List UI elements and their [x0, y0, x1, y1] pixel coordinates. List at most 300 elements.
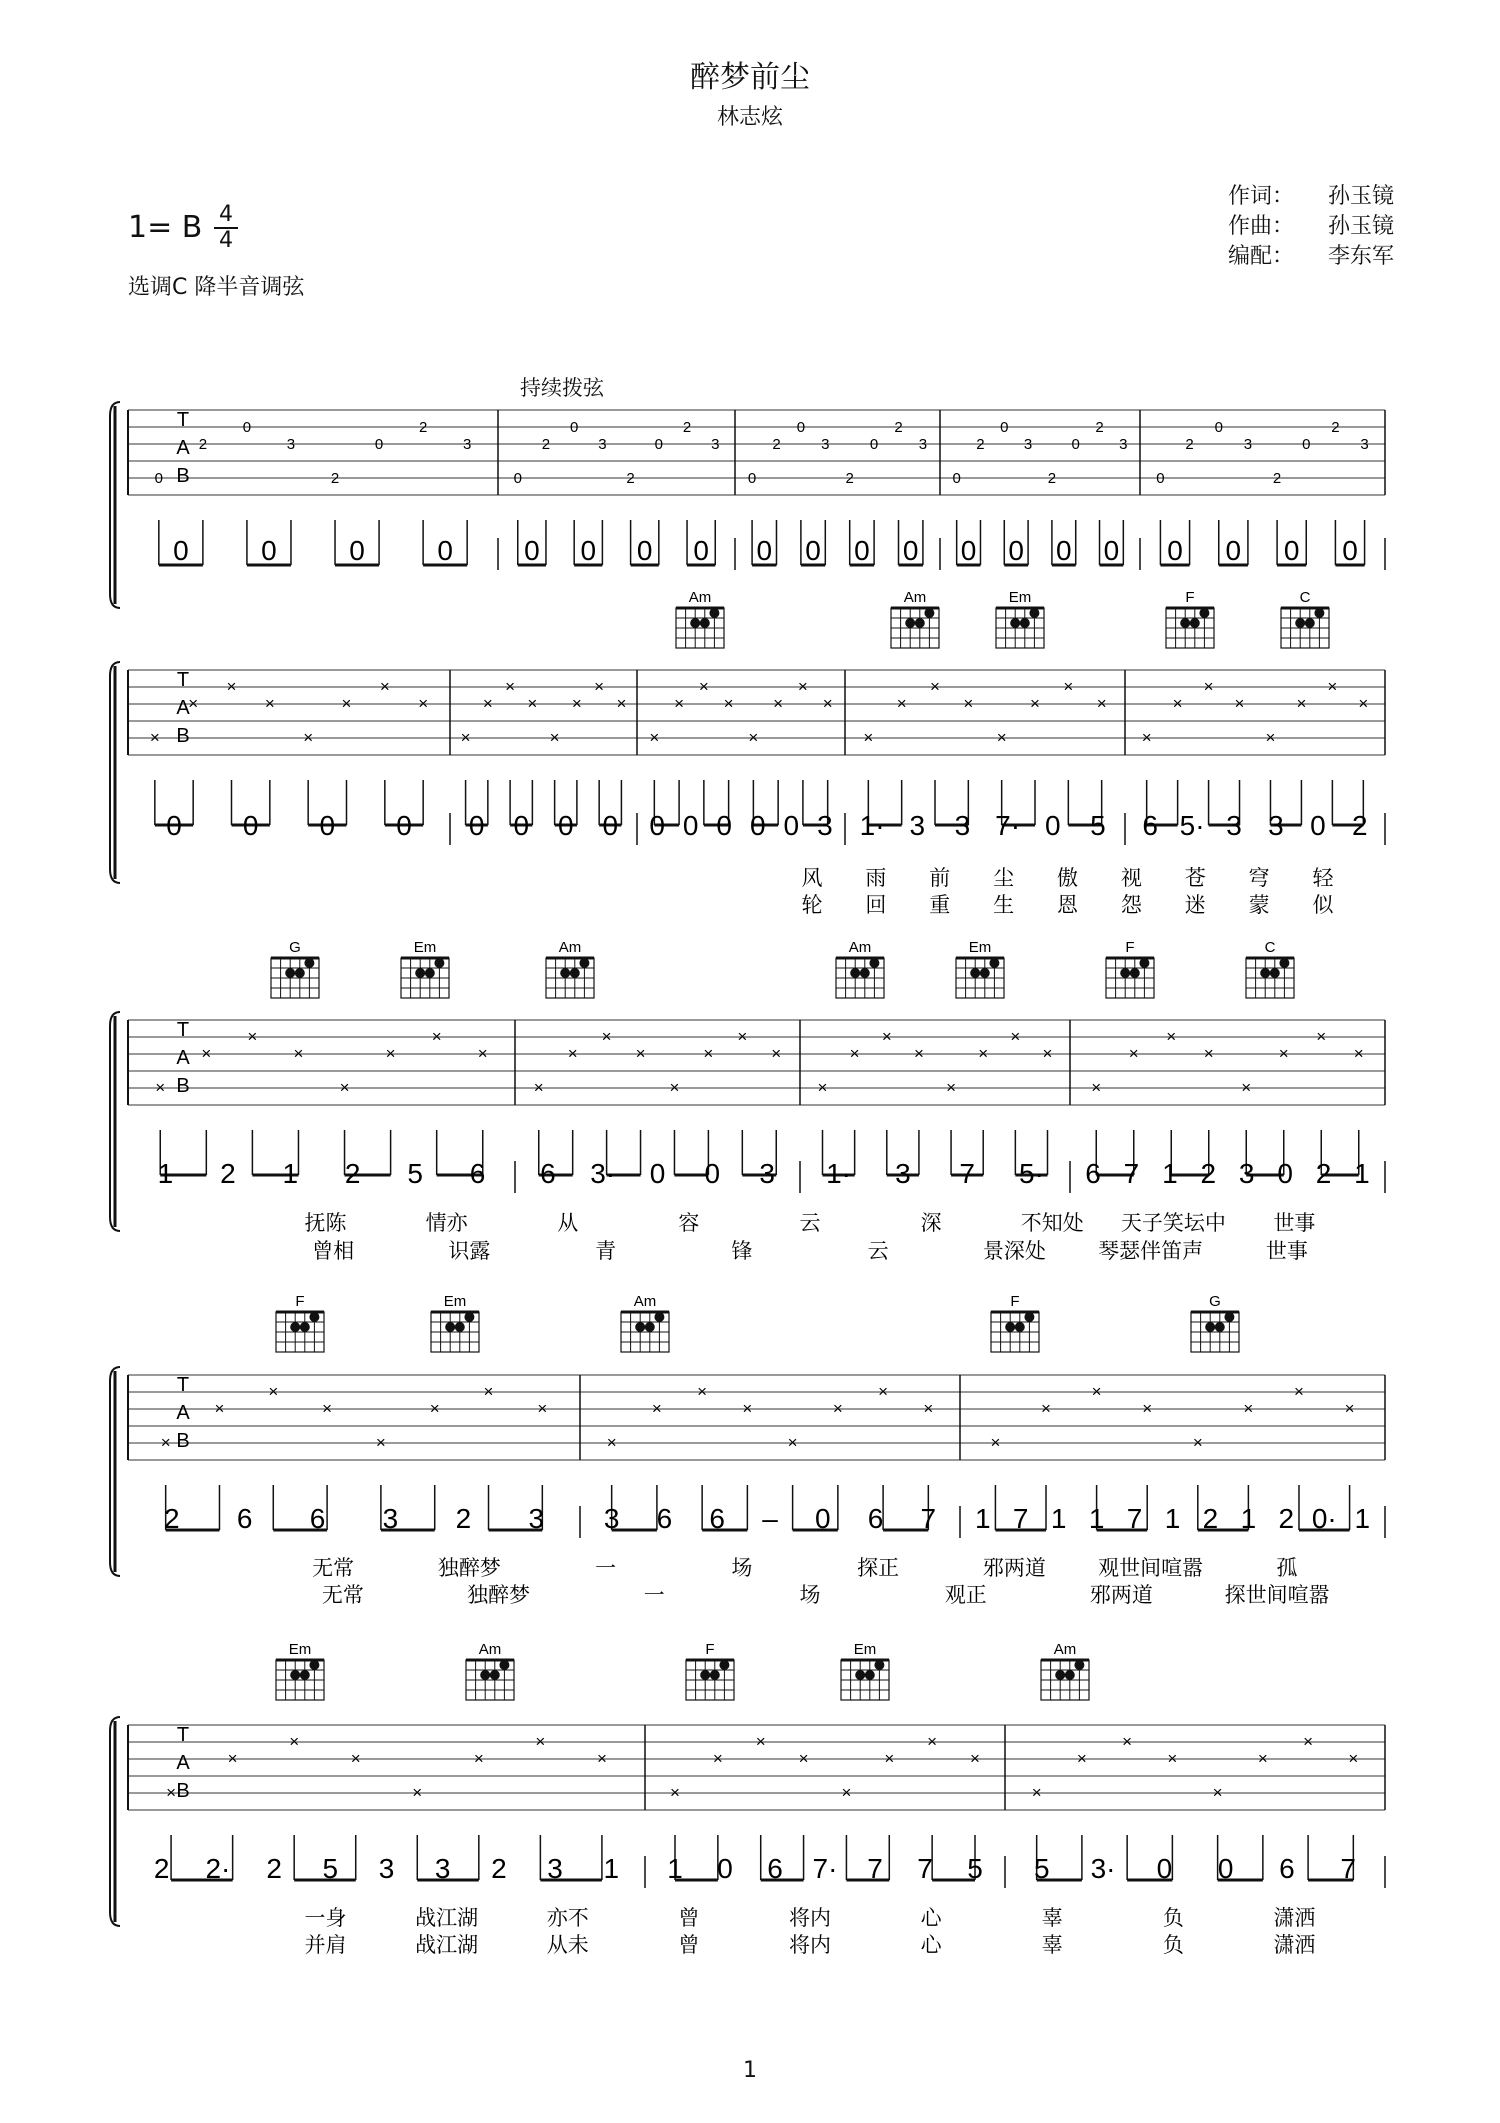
- tab-strum-x: ×: [375, 1433, 386, 1452]
- tab-strum-x: ×: [1166, 1027, 1177, 1046]
- tab-strum-x: ×: [201, 1044, 212, 1063]
- jianpu-note: 7: [1340, 1853, 1357, 1884]
- lyric-text: 不知处: [1020, 1211, 1084, 1235]
- tab-strum-x: ×: [1327, 677, 1338, 696]
- tab-strum-x: ×: [1091, 1382, 1102, 1401]
- tab-fret-number: 2: [330, 470, 340, 487]
- tab-strum-x: ×: [896, 694, 907, 713]
- tab-fret-number: 0: [1000, 419, 1009, 436]
- jianpu-note: 0: [557, 810, 574, 841]
- jianpu-note: 2: [344, 1158, 361, 1189]
- jianpu-note: 3: [1238, 1158, 1255, 1189]
- jianpu-note: 3: [954, 810, 971, 841]
- tab-strum-x: ×: [651, 1399, 662, 1418]
- lyric-text: 恩: [1057, 893, 1078, 917]
- tab-fret-number: 2: [976, 436, 985, 453]
- tab-strum-x: ×: [188, 694, 199, 713]
- tab-fret-number: 3: [462, 436, 472, 453]
- jianpu-note: 2: [455, 1503, 472, 1534]
- tab-strum-x: ×: [849, 1044, 860, 1063]
- jianpu-note: 0: [693, 535, 709, 566]
- tab-strum-x: ×: [798, 1749, 809, 1768]
- tab-fret-number: 0: [570, 419, 579, 436]
- tab-fret-number: 2: [772, 436, 781, 453]
- tab-fret-number: 2: [845, 470, 854, 487]
- tab-fret-number: 0: [747, 470, 757, 487]
- lyric-text: 场: [799, 1583, 821, 1607]
- tab-strum-x: ×: [473, 1749, 484, 1768]
- tab-strum-x: ×: [537, 1399, 548, 1418]
- lyric-text: 雨: [865, 866, 887, 890]
- tab-fret-number: 3: [918, 436, 928, 453]
- jianpu-note: 5·: [1179, 810, 1205, 841]
- jianpu-note: 6: [1085, 1158, 1101, 1189]
- tab-strum-x: ×: [990, 1433, 1001, 1452]
- tab-fret-number: 0: [1302, 436, 1311, 453]
- jianpu-note: 6: [236, 1503, 253, 1534]
- tab-fret-number: 2: [1331, 419, 1340, 436]
- tab-strum-x: ×: [1010, 1027, 1021, 1046]
- lyric-text: 辜: [1041, 1906, 1063, 1930]
- jianpu-note: 0: [749, 810, 766, 841]
- tab-strum-x: ×: [616, 694, 627, 713]
- jianpu-note: 0: [1283, 535, 1300, 566]
- tab-strum-x: ×: [669, 1078, 680, 1097]
- tab-strum-x: ×: [930, 677, 940, 696]
- jianpu-note: 0: [1277, 1158, 1293, 1189]
- chord-finger-dot: [874, 1660, 884, 1670]
- jianpu-note: 0: [704, 1158, 721, 1189]
- lyric-text: 探正: [857, 1556, 900, 1580]
- tab-strum-x: ×: [923, 1399, 934, 1418]
- jianpu-note: 0: [468, 810, 485, 841]
- jianpu-note: 3: [895, 1158, 911, 1189]
- chord-finger-dot: [290, 1322, 300, 1332]
- jianpu-note: 6: [540, 1158, 556, 1189]
- tab-fret-number: 2: [682, 419, 692, 436]
- jianpu-note: 2: [1278, 1503, 1295, 1534]
- tab-strum-x: ×: [978, 1044, 989, 1063]
- tab-strum-x: ×: [963, 694, 974, 713]
- lyric-text: 容: [678, 1211, 700, 1235]
- tab-strum-x: ×: [1296, 694, 1307, 713]
- tab-fret-number: 0: [1156, 470, 1165, 487]
- lyric-text: 场: [731, 1556, 753, 1580]
- tab-strum-x: ×: [970, 1749, 980, 1768]
- chord-name: Em: [1008, 589, 1032, 606]
- jianpu-note: 0: [1342, 535, 1358, 566]
- tab-strum-x: ×: [1243, 1399, 1254, 1418]
- tab-clef-letter: T: [176, 669, 190, 691]
- jianpu-note: 7: [867, 1853, 883, 1884]
- lyric-text: 无常: [312, 1556, 355, 1580]
- tab-fret-number: 0: [154, 470, 164, 487]
- chord-finger-dot: [1130, 968, 1140, 978]
- tab-fret-number: 0: [513, 470, 522, 487]
- jianpu-note: 0: [756, 535, 773, 566]
- chord-finger-dot: [905, 618, 915, 628]
- chord-finger-dot: [700, 618, 710, 628]
- jianpu-note: 1: [1354, 1158, 1370, 1189]
- tab-strum-x: ×: [1091, 1078, 1102, 1097]
- tab-fret-number: 2: [418, 419, 428, 436]
- chord-finger-dot: [1120, 968, 1130, 978]
- tab-strum-x: ×: [303, 728, 314, 747]
- jianpu-note: 3: [909, 810, 926, 841]
- tab-strum-x: ×: [787, 1433, 798, 1452]
- chord-finger-dot: [924, 608, 934, 618]
- jianpu-note: 0: [602, 810, 619, 841]
- jianpu-note: 2: [1202, 1503, 1219, 1534]
- tab-clef-letter: T: [176, 1724, 190, 1746]
- tab-fret-number: 3: [286, 436, 296, 453]
- lyric-text: 云: [799, 1211, 821, 1235]
- tab-strum-x: ×: [1142, 1399, 1153, 1418]
- tab-clef-letter: A: [176, 1402, 190, 1424]
- composer: 孙玉镜: [1328, 214, 1395, 239]
- tab-strum-x: ×: [549, 728, 560, 747]
- chord-finger-dot: [309, 1660, 319, 1670]
- chord-name: Em: [288, 1641, 312, 1658]
- chord-name: Am: [478, 1641, 502, 1658]
- tab-clef-letter: T: [176, 1019, 190, 1041]
- chord-name: G: [289, 939, 301, 956]
- tab-strum-x: ×: [1265, 728, 1276, 747]
- jianpu-note: 6: [656, 1503, 673, 1534]
- lyric-text: 视: [1120, 866, 1142, 890]
- tab-fret-number: 3: [821, 436, 830, 453]
- tab-strum-x: ×: [723, 694, 734, 713]
- jianpu-note: 1·: [859, 810, 885, 841]
- tab-fret-number: 2: [1095, 419, 1104, 436]
- jianpu-note: 0: [960, 535, 977, 566]
- chord-finger-dot: [1020, 618, 1030, 628]
- tab-strum-x: ×: [1203, 677, 1214, 696]
- lyric-text: 轻: [1312, 866, 1334, 890]
- jianpu-note: 6: [767, 1853, 783, 1884]
- chord-finger-dot: [1055, 1670, 1065, 1680]
- chord-finger-dot: [1224, 1312, 1234, 1322]
- chord-name: C: [1264, 939, 1276, 956]
- tab-strum-x: ×: [881, 1027, 892, 1046]
- chord-finger-dot: [700, 1670, 710, 1680]
- chord-finger-dot: [1215, 1322, 1225, 1332]
- chord-finger-dot: [1005, 1322, 1015, 1332]
- jianpu-note: 3: [1268, 810, 1284, 841]
- jianpu-note: 6: [1279, 1853, 1295, 1884]
- tab-strum-x: ×: [1316, 1027, 1327, 1046]
- jianpu-note: 0: [805, 535, 821, 566]
- lyric-text: 潇洒: [1273, 1906, 1316, 1930]
- lyric-text: 轮: [801, 893, 823, 917]
- lyric-text: 重: [929, 893, 951, 917]
- jianpu-note: 7·: [812, 1853, 838, 1884]
- tab-fret-number: 0: [1071, 436, 1080, 453]
- tab-strum-x: ×: [1128, 1044, 1139, 1063]
- lyric-text: 一身: [304, 1906, 347, 1930]
- tab-strum-x: ×: [1167, 1749, 1178, 1768]
- lyric-text: 探世间喧嚣: [1224, 1583, 1330, 1607]
- lyric-text: 曾: [678, 1933, 700, 1957]
- tab-strum-x: ×: [1257, 1749, 1268, 1768]
- tab-fret-number: 2: [541, 436, 551, 453]
- tab-fret-number: 3: [598, 436, 607, 453]
- tab-clef-letter: B: [176, 1430, 190, 1452]
- lyric-text: 从: [557, 1211, 579, 1235]
- chord-name: Am: [903, 589, 927, 606]
- lyric-text: 孤: [1276, 1556, 1298, 1580]
- tab-strum-x: ×: [293, 1044, 304, 1063]
- tab-fret-number: 0: [1214, 419, 1223, 436]
- chord-finger-dot: [425, 968, 435, 978]
- tab-fret-number: 2: [1047, 470, 1057, 487]
- tab-strum-x: ×: [1212, 1783, 1223, 1802]
- lyric-text: 负: [1162, 1906, 1184, 1930]
- tab-fret-number: 3: [711, 436, 720, 453]
- tab-strum-x: ×: [1141, 728, 1152, 747]
- tab-strum-x: ×: [527, 694, 538, 713]
- jianpu-note: 1: [1240, 1503, 1257, 1534]
- chord-name: Am: [848, 939, 872, 956]
- jianpu-note: 0: [783, 810, 800, 841]
- chord-finger-dot: [1279, 958, 1289, 968]
- chord-finger-dot: [1205, 1322, 1215, 1332]
- jianpu-note: 0: [242, 810, 259, 841]
- tab-strum-x: ×: [1172, 694, 1183, 713]
- tab-strum-x: ×: [483, 1382, 494, 1401]
- jianpu-note: 7: [920, 1503, 937, 1534]
- jianpu-note: 2: [1315, 1158, 1332, 1189]
- chord-finger-dot: [1199, 608, 1209, 618]
- lyric-text: 天子笑坛中: [1120, 1211, 1226, 1235]
- sustain-annotation: 持续拨弦: [520, 376, 604, 400]
- chord-finger-dot: [309, 1312, 319, 1322]
- chord-finger-dot: [490, 1670, 500, 1680]
- tab-strum-x: ×: [160, 1433, 171, 1452]
- chord-finger-dot: [970, 968, 980, 978]
- jianpu-note: 1: [974, 1503, 991, 1534]
- chord-name: Em: [853, 1641, 877, 1658]
- chord-finger-dot: [1024, 1312, 1034, 1322]
- tab-fret-number: 3: [1243, 436, 1253, 453]
- jianpu-note: 3: [603, 1503, 620, 1534]
- jianpu-note: 7: [917, 1853, 933, 1884]
- lyric-text: 并肩: [304, 1933, 347, 1957]
- lyric-text: 世事: [1265, 1239, 1308, 1263]
- tab-clef-letter: B: [176, 725, 190, 747]
- jianpu-note: 1: [603, 1853, 620, 1884]
- lyric-text: 一: [643, 1583, 665, 1607]
- tab-clef-letter: B: [176, 1780, 190, 1802]
- chord-finger-dot: [860, 968, 870, 978]
- chord-finger-dot: [560, 968, 570, 978]
- lyric-text: 邪两道: [1089, 1583, 1153, 1607]
- chord-finger-dot: [415, 968, 425, 978]
- tab-strum-x: ×: [884, 1749, 895, 1768]
- tab-strum-x: ×: [755, 1732, 766, 1751]
- tab-strum-x: ×: [1278, 1044, 1289, 1063]
- jianpu-note: 2: [153, 1853, 170, 1884]
- jianpu-note: 1: [1164, 1503, 1181, 1534]
- tab-strum-x: ×: [166, 1783, 177, 1802]
- lyricist-label: 作词：: [1228, 184, 1295, 209]
- arranger-label: 编配：: [1228, 244, 1295, 269]
- jianpu-note: –: [762, 1503, 778, 1534]
- jianpu-note: 0: [580, 535, 597, 566]
- chord-finger-dot: [1029, 608, 1039, 618]
- jianpu-note: 5: [407, 1158, 423, 1189]
- chord-name: Am: [633, 1293, 657, 1310]
- chord-finger-dot: [1295, 618, 1305, 628]
- jianpu-note: 5: [322, 1853, 339, 1884]
- tab-strum-x: ×: [913, 1044, 924, 1063]
- chord-finger-dot: [850, 968, 860, 978]
- tab-clef-letter: T: [176, 1374, 190, 1396]
- jianpu-note: 3: [382, 1503, 399, 1534]
- tab-clef-letter: T: [176, 409, 190, 431]
- chord-name: Em: [968, 939, 992, 956]
- chord-name: C: [1299, 589, 1311, 606]
- lyric-text: 抚陈: [304, 1211, 347, 1235]
- lyric-text: 穹: [1248, 866, 1270, 890]
- tab-strum-x: ×: [601, 1027, 612, 1046]
- tab-strum-x: ×: [227, 1749, 238, 1768]
- lyric-text: 战江湖: [415, 1906, 479, 1930]
- jianpu-note: 1: [157, 1158, 174, 1189]
- tab-fret-number: 3: [1360, 436, 1369, 453]
- tab-clef-letter: B: [176, 1075, 190, 1097]
- chord-finger-dot: [480, 1670, 490, 1680]
- chord-finger-dot: [635, 1322, 645, 1332]
- lyric-text: 回: [865, 893, 887, 917]
- jianpu-note: 1: [1088, 1503, 1105, 1534]
- tab-clef-letter: A: [176, 1752, 190, 1774]
- chord-finger-dot: [499, 1660, 509, 1670]
- jianpu-note: 5: [1090, 810, 1106, 841]
- tab-clef-letter: B: [176, 465, 190, 487]
- tab-strum-x: ×: [460, 728, 471, 747]
- tab-strum-x: ×: [350, 1749, 361, 1768]
- tab-strum-x: ×: [567, 1044, 578, 1063]
- chord-finger-dot: [579, 958, 589, 968]
- tab-strum-x: ×: [1203, 1044, 1214, 1063]
- jianpu-note: 2: [1200, 1158, 1217, 1189]
- jianpu-note: 1: [1050, 1503, 1067, 1534]
- jianpu-note: 7: [959, 1158, 975, 1189]
- chord-finger-dot: [434, 958, 444, 968]
- jianpu-note: 0: [814, 1503, 831, 1534]
- tab-strum-x: ×: [1344, 1399, 1355, 1418]
- tab-fret-number: 2: [626, 470, 635, 487]
- lyric-text: 尘: [993, 866, 1015, 890]
- tab-clef-letter: A: [176, 437, 190, 459]
- tab-strum-x: ×: [1348, 1749, 1359, 1768]
- lyric-text: 深: [920, 1211, 942, 1235]
- jianpu-note: 3: [817, 810, 833, 841]
- tab-strum-x: ×: [927, 1732, 938, 1751]
- chord-finger-dot: [304, 958, 314, 968]
- lyric-text: 观正: [944, 1583, 987, 1607]
- jianpu-note: 0: [1056, 535, 1072, 566]
- jianpu-note: 3: [434, 1853, 451, 1884]
- lyric-text: 迷: [1184, 893, 1206, 917]
- lyric-text: 风: [801, 866, 823, 890]
- tab-clef-letter: A: [176, 697, 190, 719]
- lyric-text: 情亦: [425, 1211, 468, 1235]
- jianpu-note: 0: [437, 535, 453, 566]
- lyricist: 孙玉镜: [1328, 184, 1395, 209]
- chord-finger-dot: [445, 1322, 455, 1332]
- jianpu-note: 2: [266, 1853, 282, 1884]
- chord-finger-dot: [464, 1312, 474, 1322]
- lyric-text: 亦不: [546, 1906, 589, 1930]
- lyric-text: 琴瑟伴笛声: [1098, 1239, 1204, 1263]
- tab-strum-x: ×: [412, 1783, 423, 1802]
- lyric-text: 似: [1312, 893, 1334, 917]
- tab-strum-x: ×: [712, 1749, 723, 1768]
- time-sig-bottom: 4: [219, 228, 233, 253]
- tab-strum-x: ×: [797, 677, 808, 696]
- tab-strum-x: ×: [1031, 1783, 1042, 1802]
- tab-strum-x: ×: [771, 1044, 782, 1063]
- tab-strum-x: ×: [670, 1783, 680, 1802]
- lyric-text: 青: [595, 1239, 617, 1263]
- tab-strum-x: ×: [1353, 1044, 1364, 1063]
- tab-strum-x: ×: [606, 1433, 617, 1452]
- lyric-text: 锋: [731, 1239, 753, 1263]
- jianpu-note: 3: [547, 1853, 563, 1884]
- tab-strum-x: ×: [1076, 1749, 1087, 1768]
- page-number: 1: [743, 2058, 757, 2083]
- composer-label: 作曲：: [1228, 214, 1295, 239]
- tab-strum-x: ×: [996, 728, 1007, 747]
- jianpu-note: 0: [1310, 810, 1326, 841]
- jianpu-note: 2·: [205, 1853, 231, 1884]
- jianpu-note: 3: [528, 1503, 545, 1534]
- chord-finger-dot: [300, 1670, 310, 1680]
- jianpu-note: 0: [1008, 535, 1024, 566]
- lyric-text: 独醉梦: [467, 1583, 531, 1607]
- tab-strum-x: ×: [737, 1027, 748, 1046]
- tab-strum-x: ×: [149, 728, 160, 747]
- tab-strum-x: ×: [1358, 694, 1369, 713]
- jianpu-note: 0: [854, 535, 870, 566]
- jianpu-note: 0: [716, 810, 733, 841]
- tab-strum-x: ×: [247, 1027, 258, 1046]
- chord-finger-dot: [1314, 608, 1324, 618]
- tab-strum-x: ×: [596, 1749, 607, 1768]
- tab-fret-number: 3: [1119, 436, 1128, 453]
- tab-strum-x: ×: [1234, 694, 1245, 713]
- jianpu-note: 0: [524, 535, 540, 566]
- jianpu-note: 0: [166, 810, 182, 841]
- jianpu-note: 0: [1103, 535, 1120, 566]
- chord-name: Am: [688, 589, 712, 606]
- tab-fret-number: 2: [198, 436, 208, 453]
- tab-strum-x: ×: [742, 1399, 753, 1418]
- chord-name: Am: [1053, 1641, 1077, 1658]
- lyric-text: 将内: [789, 1906, 831, 1930]
- tab-strum-x: ×: [635, 1044, 646, 1063]
- chord-name: Am: [558, 939, 582, 956]
- tab-strum-x: ×: [571, 694, 582, 713]
- tab-fret-number: 2: [1185, 436, 1194, 453]
- jianpu-note: 0: [902, 535, 919, 566]
- tab-fret-number: 0: [952, 470, 961, 487]
- jianpu-note: 2: [1352, 810, 1368, 841]
- tab-strum-x: ×: [1122, 1732, 1133, 1751]
- lyric-text: 景深处: [982, 1239, 1046, 1263]
